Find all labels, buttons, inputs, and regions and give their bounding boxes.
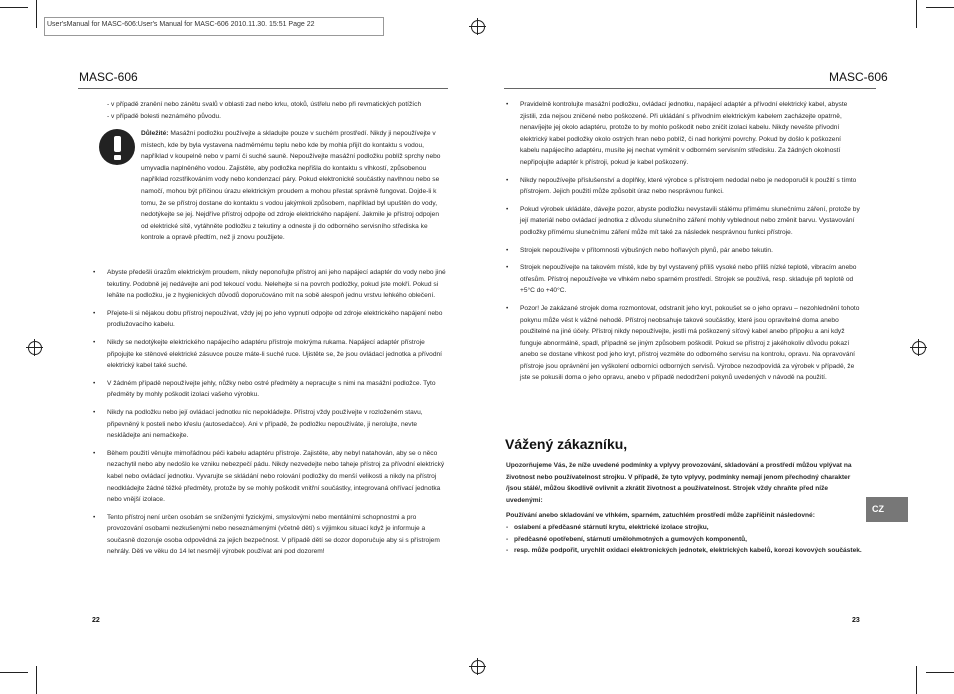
crop-mark xyxy=(0,672,28,673)
list-item: • Nikdy nepoužívejte příslušenství a doplňky, které výrobce s přístrojem nedodal nebo je nedoporučil k použití s tímto přístrojem. Jejich použití může způsobit úraz nebo nesprávnou funkci. xyxy=(506,175,862,198)
list-item: • Strojek nepoužívejte na takovém místě, kde by byl vystavený příliš vysoké nebo příliš nízké teplotě, vibracím anebo otřesům. Přístroj nepoužívejte ve vlhkém nebo sparném prostředí. Strojek se používá, resp. skladuje při teplotě od +5°C do +40°C. xyxy=(506,262,862,297)
important-notice xyxy=(141,128,447,244)
registration-mark-icon xyxy=(471,660,485,674)
list-item: • Nikdy se nedotýkejte elektrického napájecího adaptéru přístroje mokrýma rukama. Napájecí adaptér přístroje připojujte ke stěnové elektrické zásuvce pouze máte-li suché ruce. Ujistěte se, že jsou ovládací jednotka a přívodní elektrický kabel také suché. xyxy=(93,337,447,372)
important-text: Masážní podložku používejte a skladujte pouze v suchém prostředí. Nikdy ji nepoužívejte v místech, kde by byla vystavena nadměrnému teplu nebo kde by mohla přijít do kontaktu s vodou, například v koupelně nebo v parní či suché sauně. Nepoužívejte masážní podložku poblíž sprchy nebo umyvadla naplněného vodou. Zajistěte, aby podložka nepřišla do kontaktu s vlhkostí, způsobenou například rozstřikováním vody nebo kondenzací páry. Pokud elektronické součástky navlhnou nebo se namočí, mohou být příčinou úrazu elektrickým proudem a mohou přestat správně fungovat. Dojde-li k tomu, že se přístroj dostane do kontaktu s vodou jakýmkoli způsobem, například byl upuštěn do vody, nedotýkejte se jej. Nejdříve přístroj odpojte od zdroje elektrického napájení. Jakmile je přístroj odpojen od elektrické sítě, vytáhněte podložku z tekutiny a odneste ji do odborného servisního střediska ke kontrole a opravě předtím, než ji znovu použijete. xyxy=(141,130,441,242)
right-page-number: 23 xyxy=(852,617,860,624)
notice-lead: Používání anebo skladování ve vlhkém, sparném, zatuchlém prostředí může zapříčinit následovné: xyxy=(506,512,815,520)
list-item: • Nikdy na podložku nebo její ovládací jednotku nic nepokládejte. Přístroj vždy používejte v rozloženém stavu, připevněný k posteli nebo křeslu (autosedačce). Ani v případě, že podložku nepoužíváte, ji nerolujte, nevte nesklādejte ani nemačkejte. xyxy=(93,407,447,442)
registration-mark-icon xyxy=(471,20,485,34)
list-item: • Přejete-li si nějakou dobu přístroj nepoužívat, vždy jej po jeho vypnutí odpojte od zdroje elektrického napájení nebo prodlužovacího kabelu. xyxy=(93,308,447,331)
left-header-rule xyxy=(78,88,448,89)
right-bullet-list xyxy=(506,99,862,390)
crop-mark xyxy=(926,672,954,673)
notice-paragraph xyxy=(506,460,862,557)
left-model-label: MASC-606 xyxy=(79,70,138,84)
crop-mark xyxy=(36,666,37,694)
right-model-label: MASC-606 xyxy=(829,70,888,84)
left-intro xyxy=(107,99,442,122)
crop-mark xyxy=(916,0,917,28)
right-header-rule xyxy=(504,88,876,89)
important-label: Důležité: xyxy=(141,130,169,137)
registration-mark-icon xyxy=(28,341,42,355)
crop-mark xyxy=(916,666,917,694)
notice-text: Upozorňujeme Vás, že níže uvedené podmínky a vplyvy provozování, skladování a prostředí můžou vplývat na životnost nebo používatelnost strojku. V případě, že tyto vplyvy, podmínky nemají jenom přechodný charakter /jsou stálé/, můžou škodlivě ovlivnit a zkrátit životnost a používatelnost. Strojek vždy chraňte před níže uvedenými: xyxy=(506,462,852,504)
crop-mark xyxy=(926,7,954,8)
list-item: • Abyste předešli úrazům elektrickým proudem, nikdy neponořujte přístroj ani jeho napájecí adaptér do vody nebo jiné tekutiny. Podobně jej nedávejte ani pod tekoucí vodu. Nelehejte si na povrch podložky, pokud jste mokří. Pokud si lehāte na podložku, je z hygienických důvodů doporučováno mít na sobě alespoň jednu vrstvu lehkého oblečení. xyxy=(93,267,447,302)
crop-mark xyxy=(0,7,28,8)
list-item: - předčasné opotřebení, stárnutí umělohmotných a gumových komponentů, xyxy=(506,534,862,546)
list-item: • Pokud výrobek ukládáte, dávejte pozor, abyste podložku nevystavili stálému přímému slunečnímu záření, protože by její materiál nebo ovládací jednotka z důvodu slunečního záření mohly vyblednout nebo změnit barvu. Vystavování podložky přímému slunečnímu záření může mít také za následek nesprávnou funkci přístroje. xyxy=(506,204,862,239)
intro-line: - v případě zranění nebo zánětu svalů v oblasti zad nebo krku, otoků, ústřelu nebo při revmatických potížích xyxy=(107,101,422,108)
list-item: • V žádném případě nepoužívejte jehly, nůžky nebo ostré předměty a nepracujte s nimi na masážní podložce. Tyto předměty by mohly poškodit izolaci vašeho výrobku. xyxy=(93,378,447,401)
crop-mark xyxy=(36,0,37,28)
language-tab: CZ xyxy=(866,497,908,522)
left-page-number: 22 xyxy=(92,617,100,624)
section-heading: Vážený zákazníku, xyxy=(505,436,628,452)
list-item: • Tento přístroj není určen osobám se sníženými fyzickými, smyslovými nebo mentálními schopnostmi a pro provozování osobami nezkušenými nebo neseznámenými (včetně dětí) s výjimkou situací když je informuje a současně dozoruje osoba odpovědná za jejich bezpečnost. V případě dětí se dozor doporučuje aby si s přístrojem nehrály. Děti ve věku do 14 let nesmějí výrobek používat ani pod dozorem! xyxy=(93,512,447,558)
list-item: - oslabení a předčasné stárnutí krytu, elektrické izolace strojku, xyxy=(506,522,862,534)
list-item: • Pozor! Je zakázané strojek doma rozmontovat, odstranit jeho kryt, pokoušet se o jeho opravu – nezohlednění tohoto pokynu může vést k vážné nehodě. Přístroj neobsahuje takové součástky, které jsou opravitelné doma anebo použitelné na jiné účely. Přístroj nikdy nepoužívejte, jestli má poškozený síťový kabel anebo přípojku a ani když funguje abnormálně, spadl, případně se jiným způsobem poškodil. Pokud se přístroj z jakéhokoliv důvodu pokazí anebo se dostane vlhkost pod jeho kryt, přístroj vezměte do odborného servisu na kontrolu, opravu. Na opravování přístroje jsou oprávnění jen vyškolení odborníci odborných servisů. Výrobce nezodpovídá za výrobek v případě, že jste se pokusili doma o jeho opravu, anebo v případě nedodržení pokynů uvedených v návodě na použití. xyxy=(506,303,862,384)
left-bullet-list xyxy=(93,267,447,564)
warning-exclamation-icon xyxy=(99,129,135,165)
registration-mark-icon xyxy=(912,341,926,355)
list-item: • Pravidelně kontrolujte masážní podložku, ovládací jednotku, napájecí adaptér a přívodní elektrický kabel, abyste zjistili, zda nejsou zničené nebo poškozené. Při ukládání s přívodním elektrickým kabelem zacházejte opatrně, nenavíjejte jej okolo adaptéru, protože to by mohlo poškodit nebo zničit izolaci kabelu. Nikdy nevešte přívodní elektrický kabel podložky okolo ostrých hran nebo poblíž, či nad horkými povrchy. Pokud by došlo k poškození kabelu napájecího adaptéru, musíte jej nechat vyměnit v odborném servisním středisku. Za žádných okolností nepřipojujte adaptér k přístroji, pokud je kabel poškozený. xyxy=(506,99,862,169)
file-header: User'sManual for MASC-606:User's Manual for MASC-606 2010.11.30. 15:51 Page 22 xyxy=(47,21,315,28)
list-item: • Strojek nepoužívejte v přítomnosti výbušných nebo hořlavých plynů, pár anebo tekutin. xyxy=(506,245,862,257)
list-item: - resp. může podpořit, urychlit oxidaci elektronických jednotek, elektrických kabelů, korozi kovových součástek. xyxy=(506,545,862,557)
intro-line: - v případě bolesti neznámého původu. xyxy=(107,112,221,120)
list-item: • Během použití věnujte mimořádnou péči kabelu adaptéru přístroje. Zajistěte, aby nebyl natahován, aby se o něco nezachytil nebo aby nedošlo ke vzniku nebezpečí pádu. Nikdy nezvedejte nebo taheje přístroj za přívodní elektrický kabel nebo ovládací jednotku. Vyvarujte se skládání nebo rolování podložky do menší velikosti a nikdy na přístroj neodkládejte žádné těžké předměty, protože by se mohly poškodit vnitřní součástky, integrovaná ohřívací jednotka nebo vnější izolace. xyxy=(93,448,447,506)
